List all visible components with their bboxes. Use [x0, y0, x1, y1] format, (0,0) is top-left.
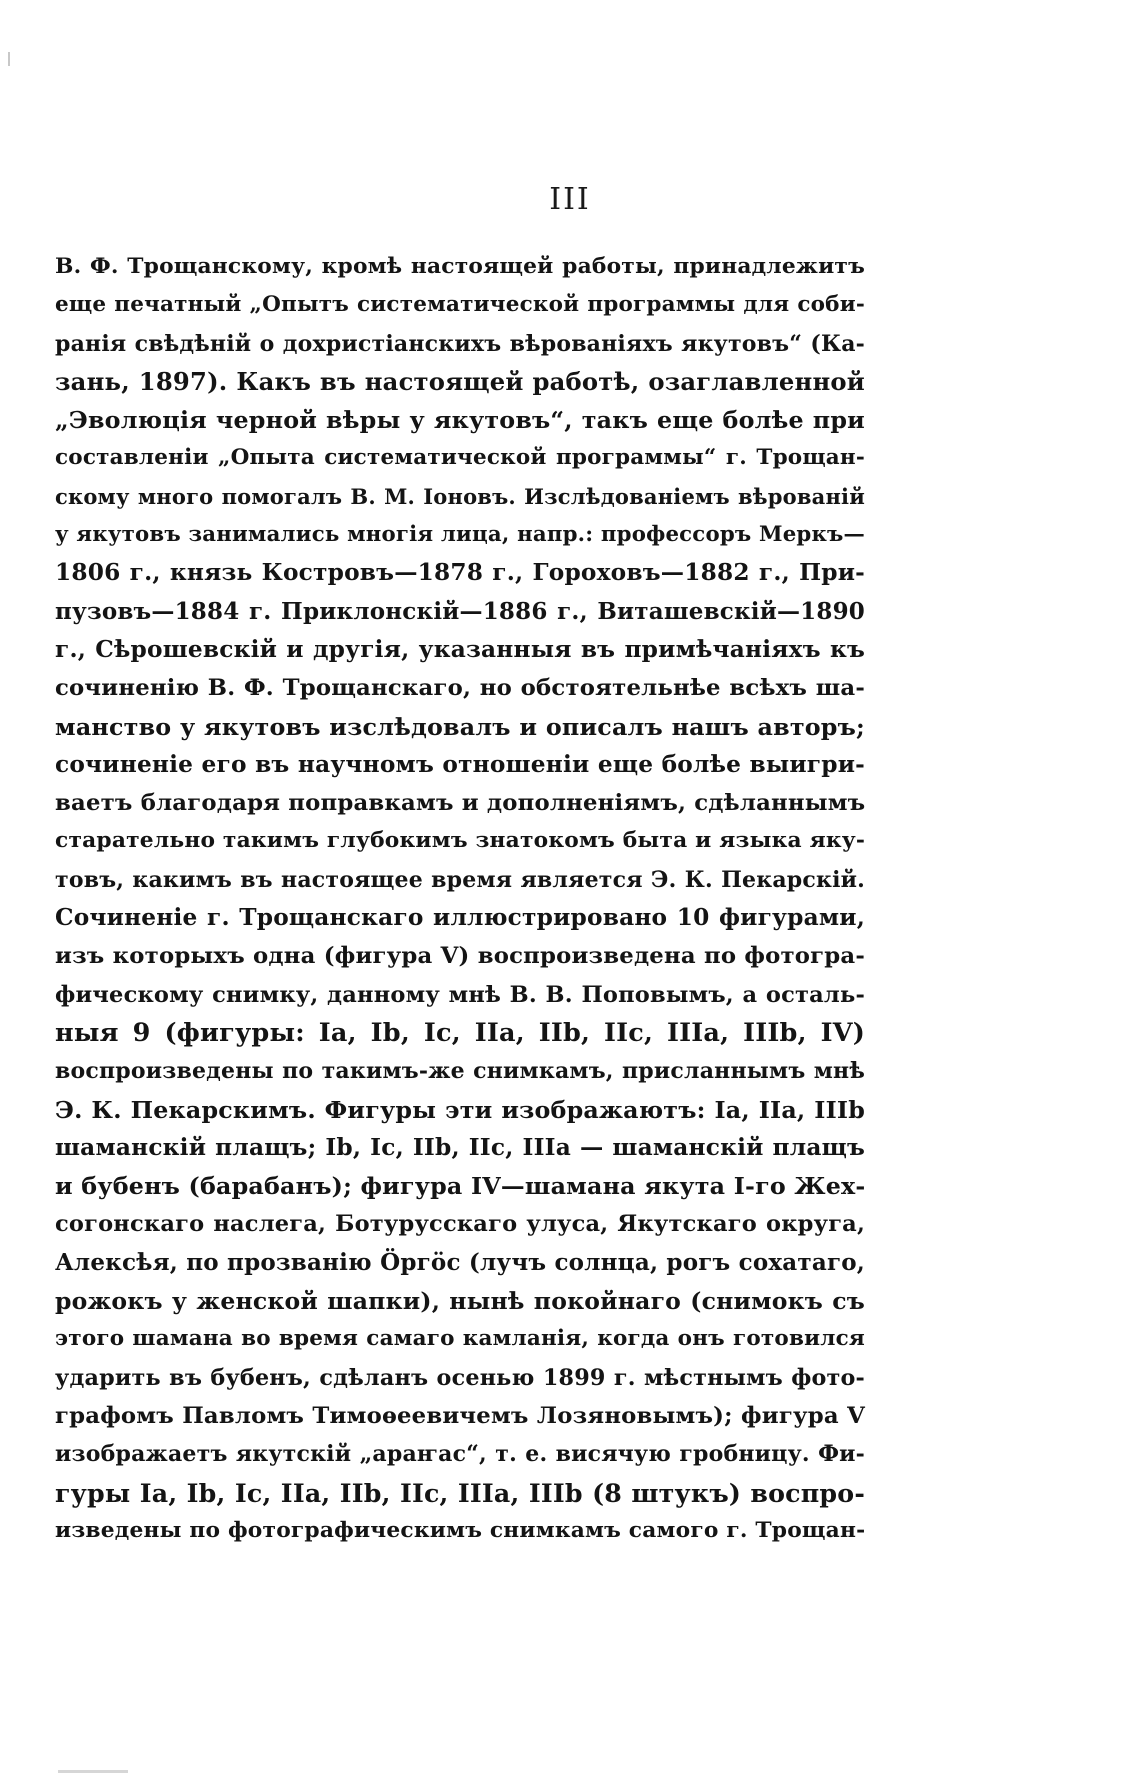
text-line: изображаетъ якутскій „араҥас“, т. е. висячую гробницу. Фи-: [55, 1441, 865, 1468]
text-line: составленіи „Опыта систематической программы“ г. Трощан-: [55, 445, 865, 471]
text-line: ваетъ благодаря поправкамъ и дополненіямъ, сдѣланнымъ: [55, 790, 866, 817]
text-line: Сочиненіе г. Трощанскаго иллюстрировано 10 фигурами,: [55, 904, 865, 932]
text-line: ныя 9 (фигуры: Ia, Ib, Ic, IIa, IIb, IIc, IIIa, IIIb, IV): [55, 1017, 865, 1048]
text-line: Алексѣя, по прозванію Ӧргӧс (лучъ солнца, рогъ сохатаго,: [55, 1248, 865, 1276]
text-line: согонскаго наслега, Ботурусскаго улуса, Якутскаго округа,: [55, 1211, 865, 1238]
scan-bottom-mark: [58, 1770, 128, 1773]
text-line: фическому снимку, данному мнѣ В. В. Поповымъ, а осталь-: [55, 981, 865, 1008]
text-line: Э. К. Пекарскимъ. Фигуры эти изображаютъ: Ia, IIa, IIIb: [55, 1095, 865, 1124]
text-line: графомъ Павломъ Тимоѳеевичемъ Лозяновымъ); фигура V: [55, 1402, 865, 1429]
page-number: III: [549, 182, 591, 217]
scan-edge-mark: [8, 52, 10, 66]
text-line: скому много помогалъ В. М. Іоновъ. Изслѣдованіемъ вѣрованій: [55, 483, 865, 509]
text-line: гуры Ia, Ib, Ic, IIa, IIb, IIc, IIIa, IIIb (8 штукъ) воспро-: [55, 1477, 865, 1508]
text-line: и бубенъ (барабанъ); фигура IV—шамана якута I-го Жех-: [55, 1172, 866, 1201]
body-text: [55, 248, 865, 1550]
text-line: сочиненіе его въ научномъ отношеніи еще болѣе выигри-: [55, 750, 865, 778]
text-line: г., Сѣрошевскій и другія, указанныя въ примѣчаніяхъ къ: [55, 635, 865, 663]
text-line: шаманскій плащъ; Ib, Ic, IIb, IIc, IIIa — шаманскій плащъ: [55, 1133, 865, 1161]
text-line: пузовъ—1884 г. Приклонскій—1886 г., Виташевскій—1890: [55, 597, 865, 625]
text-line: „Эволюція черной вѣры у якутовъ“, такъ еще болѣе при: [55, 406, 865, 435]
text-line: старательно такимъ глубокимъ знатокомъ быта и языка яку-: [55, 828, 866, 854]
text-line: ранія свѣдѣній о дохристіанскихъ вѣрованіяхъ якутовъ“ (Ка-: [55, 330, 865, 357]
text-line: воспроизведены по такимъ-же снимкамъ, присланнымъ мнѣ: [55, 1058, 865, 1085]
text-line: манство у якутовъ изслѣдовалъ и описалъ нашъ авторъ;: [55, 712, 865, 741]
text-line: еще печатный „Опытъ систематической программы для соби-: [55, 292, 865, 318]
text-line: сочиненію В. Ф. Трощанскаго, но обстоятельнѣе всѣхъ ша-: [55, 675, 865, 702]
text-line: 1806 г., князь Костровъ—1878 г., Гороховъ—1882 г., При-: [55, 559, 865, 587]
text-line: изведены по фотографическимъ снимкамъ самого г. Трощан-: [55, 1517, 866, 1543]
text-line: изъ которыхъ одна (фигура V) воспроизведена по фотогра-: [55, 943, 865, 970]
text-line: товъ, какимъ въ настоящее время является Э. К. Пекарскій.: [55, 866, 865, 893]
text-line: зань, 1897). Какъ въ настоящей работѣ, озаглавленной: [55, 366, 865, 396]
text-line: рожокъ у женской шапки), нынѣ покойнаго (снимокъ съ: [55, 1287, 865, 1316]
text-line: у якутовъ занимались многія лица, напр.: профессоръ Меркъ—: [55, 522, 865, 548]
text-line: этого шамана во время самаго камланія, когда онъ готовился: [55, 1326, 865, 1352]
text-line: В. Ф. Трощанскому, кромѣ настоящей работы, принадлежитъ: [55, 254, 865, 279]
text-line: ударить въ бубенъ, сдѣланъ осенью 1899 г. мѣстнымъ фото-: [55, 1364, 865, 1391]
